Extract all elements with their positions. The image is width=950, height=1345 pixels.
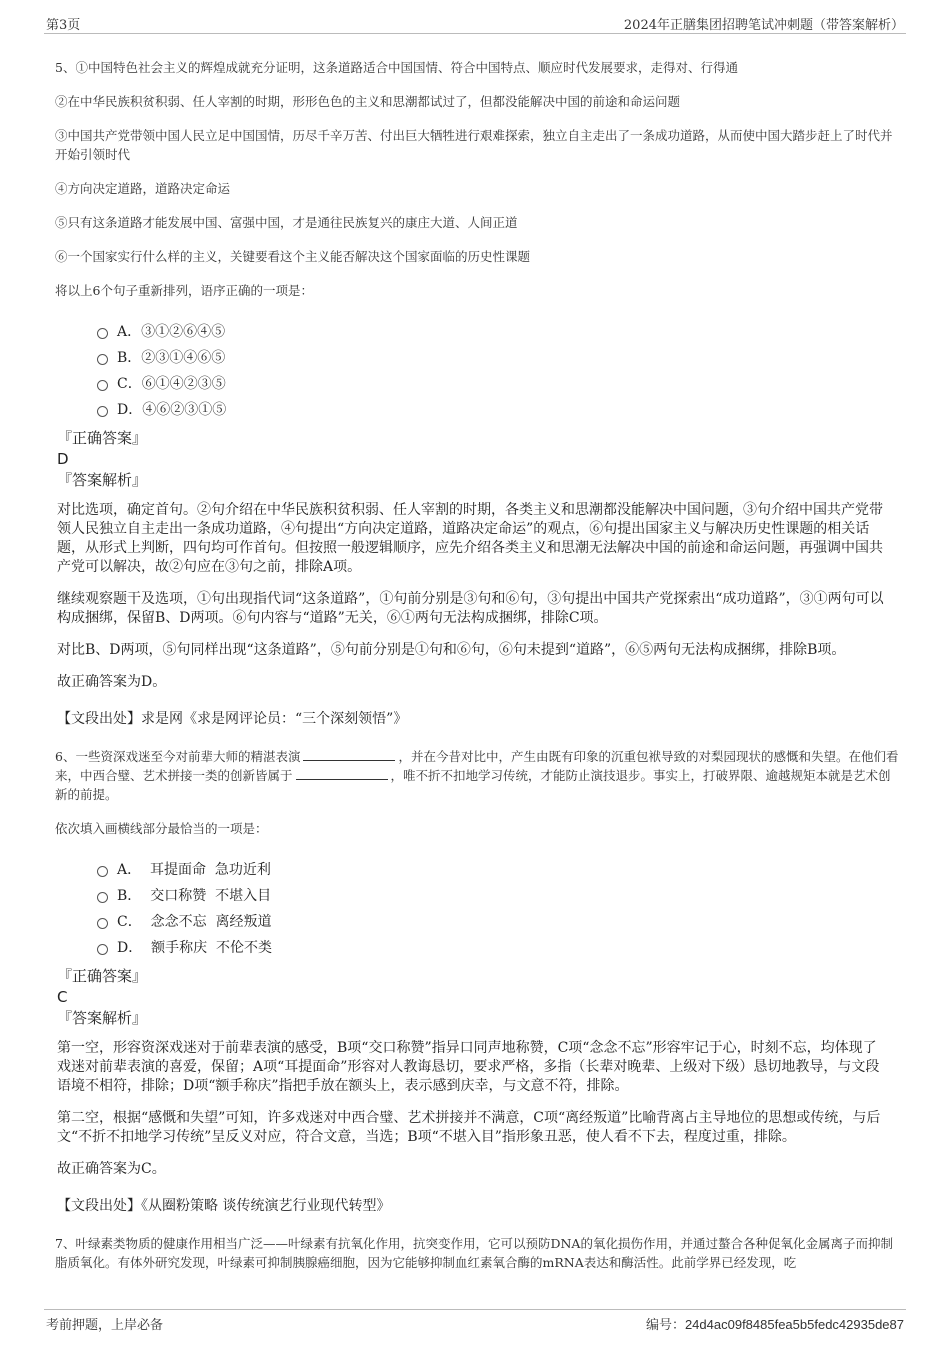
question-5-sentence-1: 5、①中国特色社会主义的辉煌成就充分证明，这条道路适合中国国情、符合中国特点、顺应时代发展要求，走得对、行得通 [55,60,738,75]
passage-source: 【文段出处】《从圈粉策略 谈传统演艺行业现代转型》 [57,1198,391,1214]
option-label: C． 念念不忘 离经叛道 [117,914,272,930]
answer-conclusion: 故正确答案为C。 [57,1161,166,1177]
question-5-sentence-4: ④方向决定道路，道路决定命运 [55,181,231,196]
radio-button[interactable] [97,354,108,365]
analysis-paragraph: 对比选项，确定首句。②句介绍在中华民族积贫积弱、任人宰割的时期，各类主义和思潮都没能解决中国问题，③句介绍中国共产党带领人民独立自主走出一条成功道路，④句提出“方向决定道路，道路决定命运”的观点，⑥句提出国家主义与解决历史性课题的相关话题，从形式上判断，四句均可作首句。但按照一般逻辑顺序，应先介绍各类主义和思潮无法解决中国的前途和命运问题，再强调中国共产党可以解决，故②句应在③句之前，排除A项。 [57,502,883,575]
passage-source: 【文段出处】求是网《求是网评论员：“三个深刻领悟”》 [57,711,408,727]
answer-conclusion: 故正确答案为D。 [57,674,167,690]
radio-button[interactable] [97,892,108,903]
radio-button[interactable] [97,866,108,877]
question-6-instruction: 依次填入画横线部分最恰当的一项是： [55,821,268,836]
analysis-heading: 『答案解析』 [57,471,148,489]
option-label: A． 耳提面命 急功近利 [117,862,271,878]
question-5-option-b[interactable] [97,344,900,370]
question-7-stem: 7、叶绿素类物质的健康作用相当广泛——叶绿素有抗氧化作用，抗突变作用，它可以预防DNA的氧化损伤作用，并通过螯合各种促氧化金属离子而抑制脂质氧化。有体外研究发现，叶绿素可抑制胰腺癌细胞，因为它能够抑制血红素氧合酶的mRNA表达和酶活性。此前学界已经发现，吃 [55,1236,893,1270]
radio-button[interactable] [97,406,108,417]
question-6-option-a[interactable] [97,856,900,882]
correct-answer-heading: 『正确答案』 [57,967,148,985]
question-5-option-a[interactable] [97,318,900,344]
document-title: 2024年正膳集团招聘笔试冲刺题（带答案解析） [623,18,904,33]
correct-answer: D [57,450,69,468]
radio-button[interactable] [97,328,108,339]
analysis-paragraph: 继续观察题干及选项，①句出现指代词“这条道路”，①句前分别是③句和⑥句，③句提出中国共产党探索出“成功道路”，③①两句可以构成捆绑，保留B、D两项。⑥句内容与“道路”无关，⑥①两句无法构成捆绑，排除C项。 [57,591,884,626]
document-id [646,1314,904,1333]
analysis-paragraph: 对比B、D两项，⑤句同样出现“这条道路”，⑤句前分别是①句和⑥句，⑥句未提到“道路”，⑥⑤两句无法构成捆绑，排除B项。 [57,642,846,658]
footer-slogan: 考前押题，上岸必备 [46,1318,164,1333]
radio-button[interactable] [97,944,108,955]
option-label: D．④⑥②③①⑤ [117,402,227,418]
question-5-option-d[interactable] [97,396,900,422]
page-number: 第3页 [46,18,81,33]
fill-blank [296,768,388,780]
question-5-sentence-6: ⑥一个国家实行什么样的主义，关键要看这个主义能否解决这个国家面临的历史性课题 [55,249,531,264]
option-label: D． 额手称庆 不伦不类 [117,940,273,956]
analysis-heading: 『答案解析』 [57,1009,148,1027]
page-header [44,12,906,34]
option-label: A．③①②⑥④⑤ [117,324,226,340]
page-footer [44,1309,906,1331]
question-6-options [97,856,900,960]
radio-button[interactable] [97,380,108,391]
stem-text: ，并在今昔对比中，产生由既有印象的沉重包袱导致的对梨园现状的感慨和失望。在他们看来，中西合璧、艺术拼接一类的创新皆属于 [55,749,899,783]
question-5-options [97,318,900,422]
question-5-sentence-2: ②在中华民族积贫积弱、任人宰割的时期，形形色色的主义和思潮都试过了，但都没能解决中国的前途和命运问题 [55,94,681,109]
option-label: C．⑥①④②③⑤ [117,376,226,392]
option-label: B． 交口称赞 不堪入目 [117,888,272,904]
main-content [55,58,900,1272]
question-5-sentence-5: ⑤只有这条道路才能发展中国、富强中国，才是通往民族复兴的康庄大道、人间正道 [55,215,518,230]
document-id-code: 24d4ac09f8485fea5b5fedc42935de87 [684,1317,904,1332]
question-6-option-c[interactable] [97,908,900,934]
analysis-paragraph: 第二空，根据“感慨和失望”可知，许多戏迷对中西合璧、艺术拼接并不满意，C项“离经叛道”比喻背离占主导地位的思想或传统，与后文“不折不扣地学习传统”呈反义对应，符合文意，当选；B项“不堪入目”指形象丑恶，使人看不下去，程度过重，排除。 [57,1110,881,1145]
stem-text: 6、一些资深戏迷至今对前辈大师的精湛表演 [55,749,301,764]
question-5-instruction: 将以上6个句子重新排列，语序正确的一项是： [55,283,313,298]
question-6-option-d[interactable] [97,934,900,960]
question-6-stem [55,747,900,804]
question-5-sentence-3: ③中国共产党带领中国人民立足中国国情，历尽千辛万苦、付出巨大牺牲进行艰难探索，独立自主走出了一条成功道路，从而使中国大踏步赶上了时代并开始引领时代 [55,128,893,162]
correct-answer-heading: 『正确答案』 [57,429,148,447]
question-6 [55,747,900,1216]
correct-answer: C [57,988,68,1006]
radio-button[interactable] [97,918,108,929]
document-id-label: 编号： [645,1318,685,1333]
question-5-option-c[interactable] [97,370,900,396]
option-label: B．②③①④⑥⑤ [117,350,226,366]
fill-blank [303,749,395,761]
question-6-option-b[interactable] [97,882,900,908]
question-7 [55,1234,900,1272]
stem-text: ，唯不折不扣地学习传统，才能防止演技退步。事实上，打破界限、逾越规矩本就是艺术创新的前提。 [55,768,891,802]
question-5 [55,58,900,729]
analysis-paragraph: 第一空，形容资深戏迷对于前辈表演的感受，B项“交口称赞”指异口同声地称赞，C项“念念不忘”形容牢记于心，时刻不忘，均体现了戏迷对前辈表演的喜爱，保留；A项“耳提面命”形容对人教诲恳切，要求严格，多指（长辈对晚辈、上级对下级）恳切地教导，与文段语境不相符，排除；D项“额手称庆”指把手放在额头上，表示感到庆幸，与文意不符，排除。 [57,1040,880,1094]
